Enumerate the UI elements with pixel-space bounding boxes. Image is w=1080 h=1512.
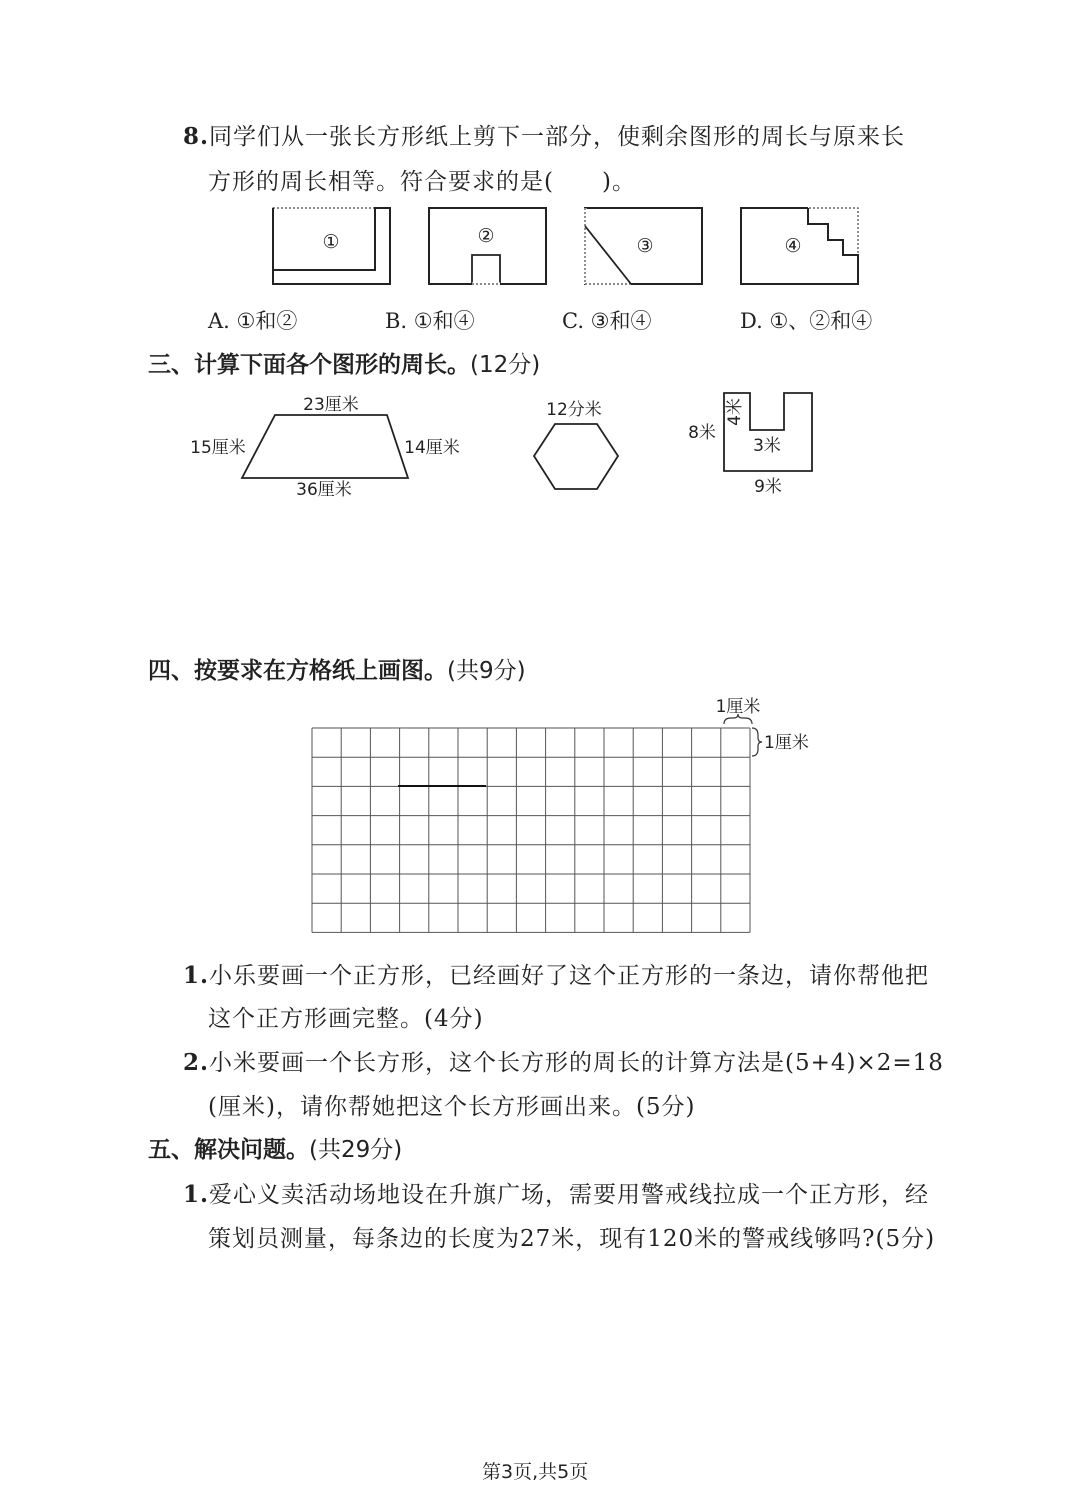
section5-heading: 五、解决问题。(共29分) xyxy=(148,1137,403,1163)
q8-figure-2-label: ② xyxy=(477,225,495,247)
hexagon-figure xyxy=(534,400,618,489)
trapezoid-top-label: 23厘米 xyxy=(303,395,359,415)
section4-q2-line1: 2.小米要画一个长方形，这个长方形的周长的计算方法是(5+4)×2=18 xyxy=(183,1049,944,1076)
q8-line1: 8.同学们从一张长方形纸上剪下一部分，使剩余图形的周长与原来长 xyxy=(183,123,906,150)
u-shape-notch-width-label: 3米 xyxy=(753,436,781,456)
q8-line2: 方形的周长相等。符合要求的是( )。 xyxy=(208,169,636,195)
trapezoid-right-label: 14厘米 xyxy=(404,438,460,458)
grid-paper xyxy=(300,690,840,945)
q8-option-d: D. ①、②和④ xyxy=(740,309,873,333)
section4-q1-line2: 这个正方形画完整。(4分) xyxy=(208,1006,484,1032)
q8-figure-3 xyxy=(585,208,702,284)
grid-lines xyxy=(312,728,750,932)
u-shape-height-label: 8米 xyxy=(688,423,716,443)
unit-label-vertical: 1厘米 xyxy=(764,733,809,753)
q8-option-b: B. ①和④ xyxy=(385,309,475,333)
q8-figure-1-label: ① xyxy=(322,231,340,253)
trapezoid-figure xyxy=(190,395,460,500)
section5-q1-line2: 策划员测量，每条边的长度为27米，现有120米的警戒线够吗?(5分) xyxy=(208,1226,936,1252)
trapezoid-left-label: 15厘米 xyxy=(190,438,246,458)
page-number: 第3页,共5页 xyxy=(482,1461,589,1483)
trapezoid-bottom-label: 36厘米 xyxy=(296,480,352,500)
section4-q2-line2: (厘米)，请你帮她把这个长方形画出来。(5分) xyxy=(208,1094,696,1120)
section3-heading: 三、计算下面各个图形的周长。(12分) xyxy=(148,352,541,378)
q8-number: 8. xyxy=(183,123,210,150)
u-shape-bottom-label: 9米 xyxy=(754,477,782,497)
unit-brace-vertical xyxy=(752,728,762,756)
q8-figures xyxy=(265,200,875,295)
q8-figure-4 xyxy=(741,208,858,284)
u-shape-notch-depth-label: 4米 xyxy=(725,398,745,426)
unit-label-horizontal: 1厘米 xyxy=(715,697,761,717)
q8-figure-1 xyxy=(273,208,390,284)
section3-figures xyxy=(170,385,870,510)
q8-figure-2 xyxy=(429,208,546,284)
q8-option-c: C. ③和④ xyxy=(562,309,652,333)
section4-heading: 四、按要求在方格纸上画图。(共9分) xyxy=(148,658,526,684)
q8-option-a: A. ①和② xyxy=(208,309,298,333)
q8-figure-4-label: ④ xyxy=(784,235,802,257)
u-shape-figure xyxy=(688,393,812,497)
q8-figure-3-label: ③ xyxy=(636,235,654,257)
section5-q1-line1: 1.爱心义卖活动场地设在升旗广场，需要用警戒线拉成一个正方形，经 xyxy=(183,1181,930,1208)
section4-q1-line1: 1.小乐要画一个正方形，已经画好了这个正方形的一条边，请你帮他把 xyxy=(183,962,930,989)
hexagon-side-label: 12分米 xyxy=(546,400,602,420)
